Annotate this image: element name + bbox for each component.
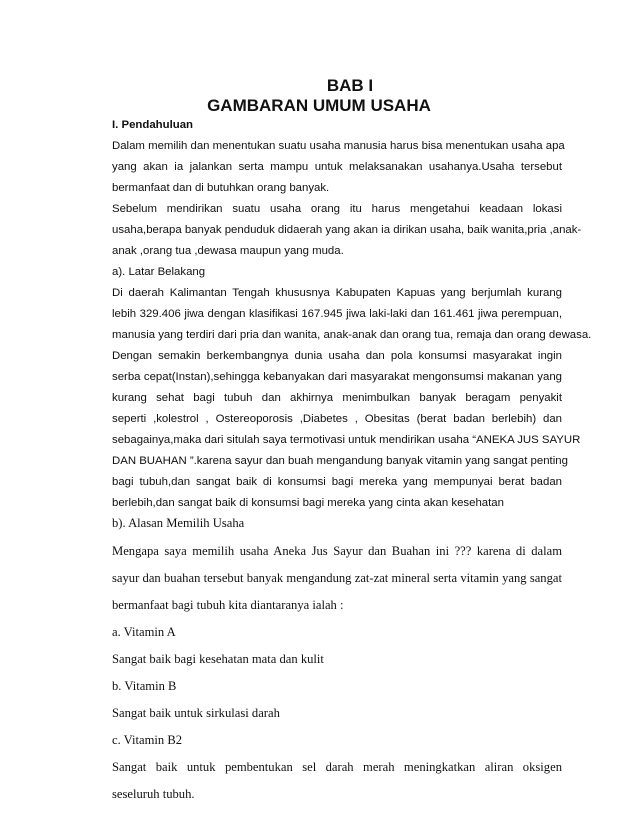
paragraph-line: DAN BUAHAN ”.karena sayur dan buah mengandung banyak vitamin yang sangat penting [112, 455, 568, 467]
paragraph-line: Sangat baik bagi kesehatan mata dan kulit [112, 652, 324, 666]
list-item-vitamin-b: b. Vitamin B [112, 679, 177, 693]
paragraph-line: Sangat baik untuk pembentukan sel darah merah meningkatkan aliran oksigen [112, 760, 562, 774]
paragraph-line: seseluruh tubuh. [112, 787, 195, 801]
paragraph-line: anak ,orang tua ,dewasa maupun yang muda. [112, 245, 344, 257]
list-item-vitamin-b2: c. Vitamin B2 [112, 733, 183, 747]
paragraph-line: Sangat baik untuk sirkulasi darah [112, 706, 280, 720]
chapter-heading: BAB I [326, 76, 374, 95]
paragraph-line: bermanfaat bagi tubuh kita diantaranya ialah : [112, 598, 344, 612]
subheading-alasan: b). Alasan Memilih Usaha [112, 516, 245, 530]
paragraph-line: sebagainya,maka dari situlah saya termotivasi untuk mendirikan usaha “ANEKA JUS SAYUR [112, 434, 581, 446]
paragraph-line: serba cepat(Instan),sehingga kebanyakan dari masyarakat mengonsumsi makanan yang [112, 371, 562, 383]
paragraph-line: sayur dan buahan tersebut banyak mengandung zat-zat mineral serta vitamin yang sangat [112, 571, 562, 585]
paragraph-line: Dalam memilih dan menentukan suatu usaha manusia harus bisa menentukan usaha apa [112, 140, 565, 152]
paragraph-line: Sebelum mendirikan suatu usaha orang itu harus mengetahui keadaan lokasi [112, 203, 562, 215]
paragraph-line: berlebih,dan sangat baik di konsumsi bagi mereka yang cinta akan kesehatan [112, 497, 504, 509]
paragraph-line: yang akan ia jalankan serta mampu untuk melaksanakan usahanya.Usaha tersebut [112, 161, 562, 173]
paragraph-line: manusia yang terdiri dari pria dan wanita, anak-anak dan orang tua, remaja dan orang dewasa. [112, 329, 592, 341]
paragraph-line: Mengapa saya memilih usaha Aneka Jus Sayur dan Buahan ini ??? karena di dalam [112, 544, 562, 558]
paragraph-line: seperti ,kolestrol , Ostereoporosis ,Diabetes , Obesitas (berat badan berlebih) dan [112, 413, 562, 425]
document-title: GAMBARAN UMUM USAHA [207, 96, 431, 115]
paragraph-line: Di daerah Kalimantan Tengah khususnya Kabupaten Kapuas yang berjumlah kurang [112, 287, 562, 299]
paragraph-line: usaha,berapa banyak penduduk didaerah yang akan ia dirikan usaha, baik wanita,pria ,anak- [112, 224, 582, 236]
paragraph-line: kurang sehat bagi tubuh dan akhirnya menimbulkan banyak beragam penyakit [112, 392, 562, 404]
paragraph-line: lebih 329.406 jiwa dengan klasifikasi 167.945 jiwa laki-laki dan 161.461 jiwa perempuan, [112, 308, 562, 320]
paragraph-line: Dengan semakin berkembangnya dunia usaha dan pola konsumsi masyarakat ingin [112, 350, 562, 362]
paragraph-line: bermanfaat dan di butuhkan orang banyak. [112, 182, 330, 194]
paragraph-line: bagi tubuh,dan sangat baik di konsumsi bagi mereka yang mempunyai berat badan [112, 476, 562, 488]
section-heading-pendahuluan: I. Pendahuluan [112, 119, 194, 131]
subheading-latar-belakang: a). Latar Belakang [112, 266, 206, 278]
list-item-vitamin-a: a. Vitamin A [112, 625, 176, 639]
